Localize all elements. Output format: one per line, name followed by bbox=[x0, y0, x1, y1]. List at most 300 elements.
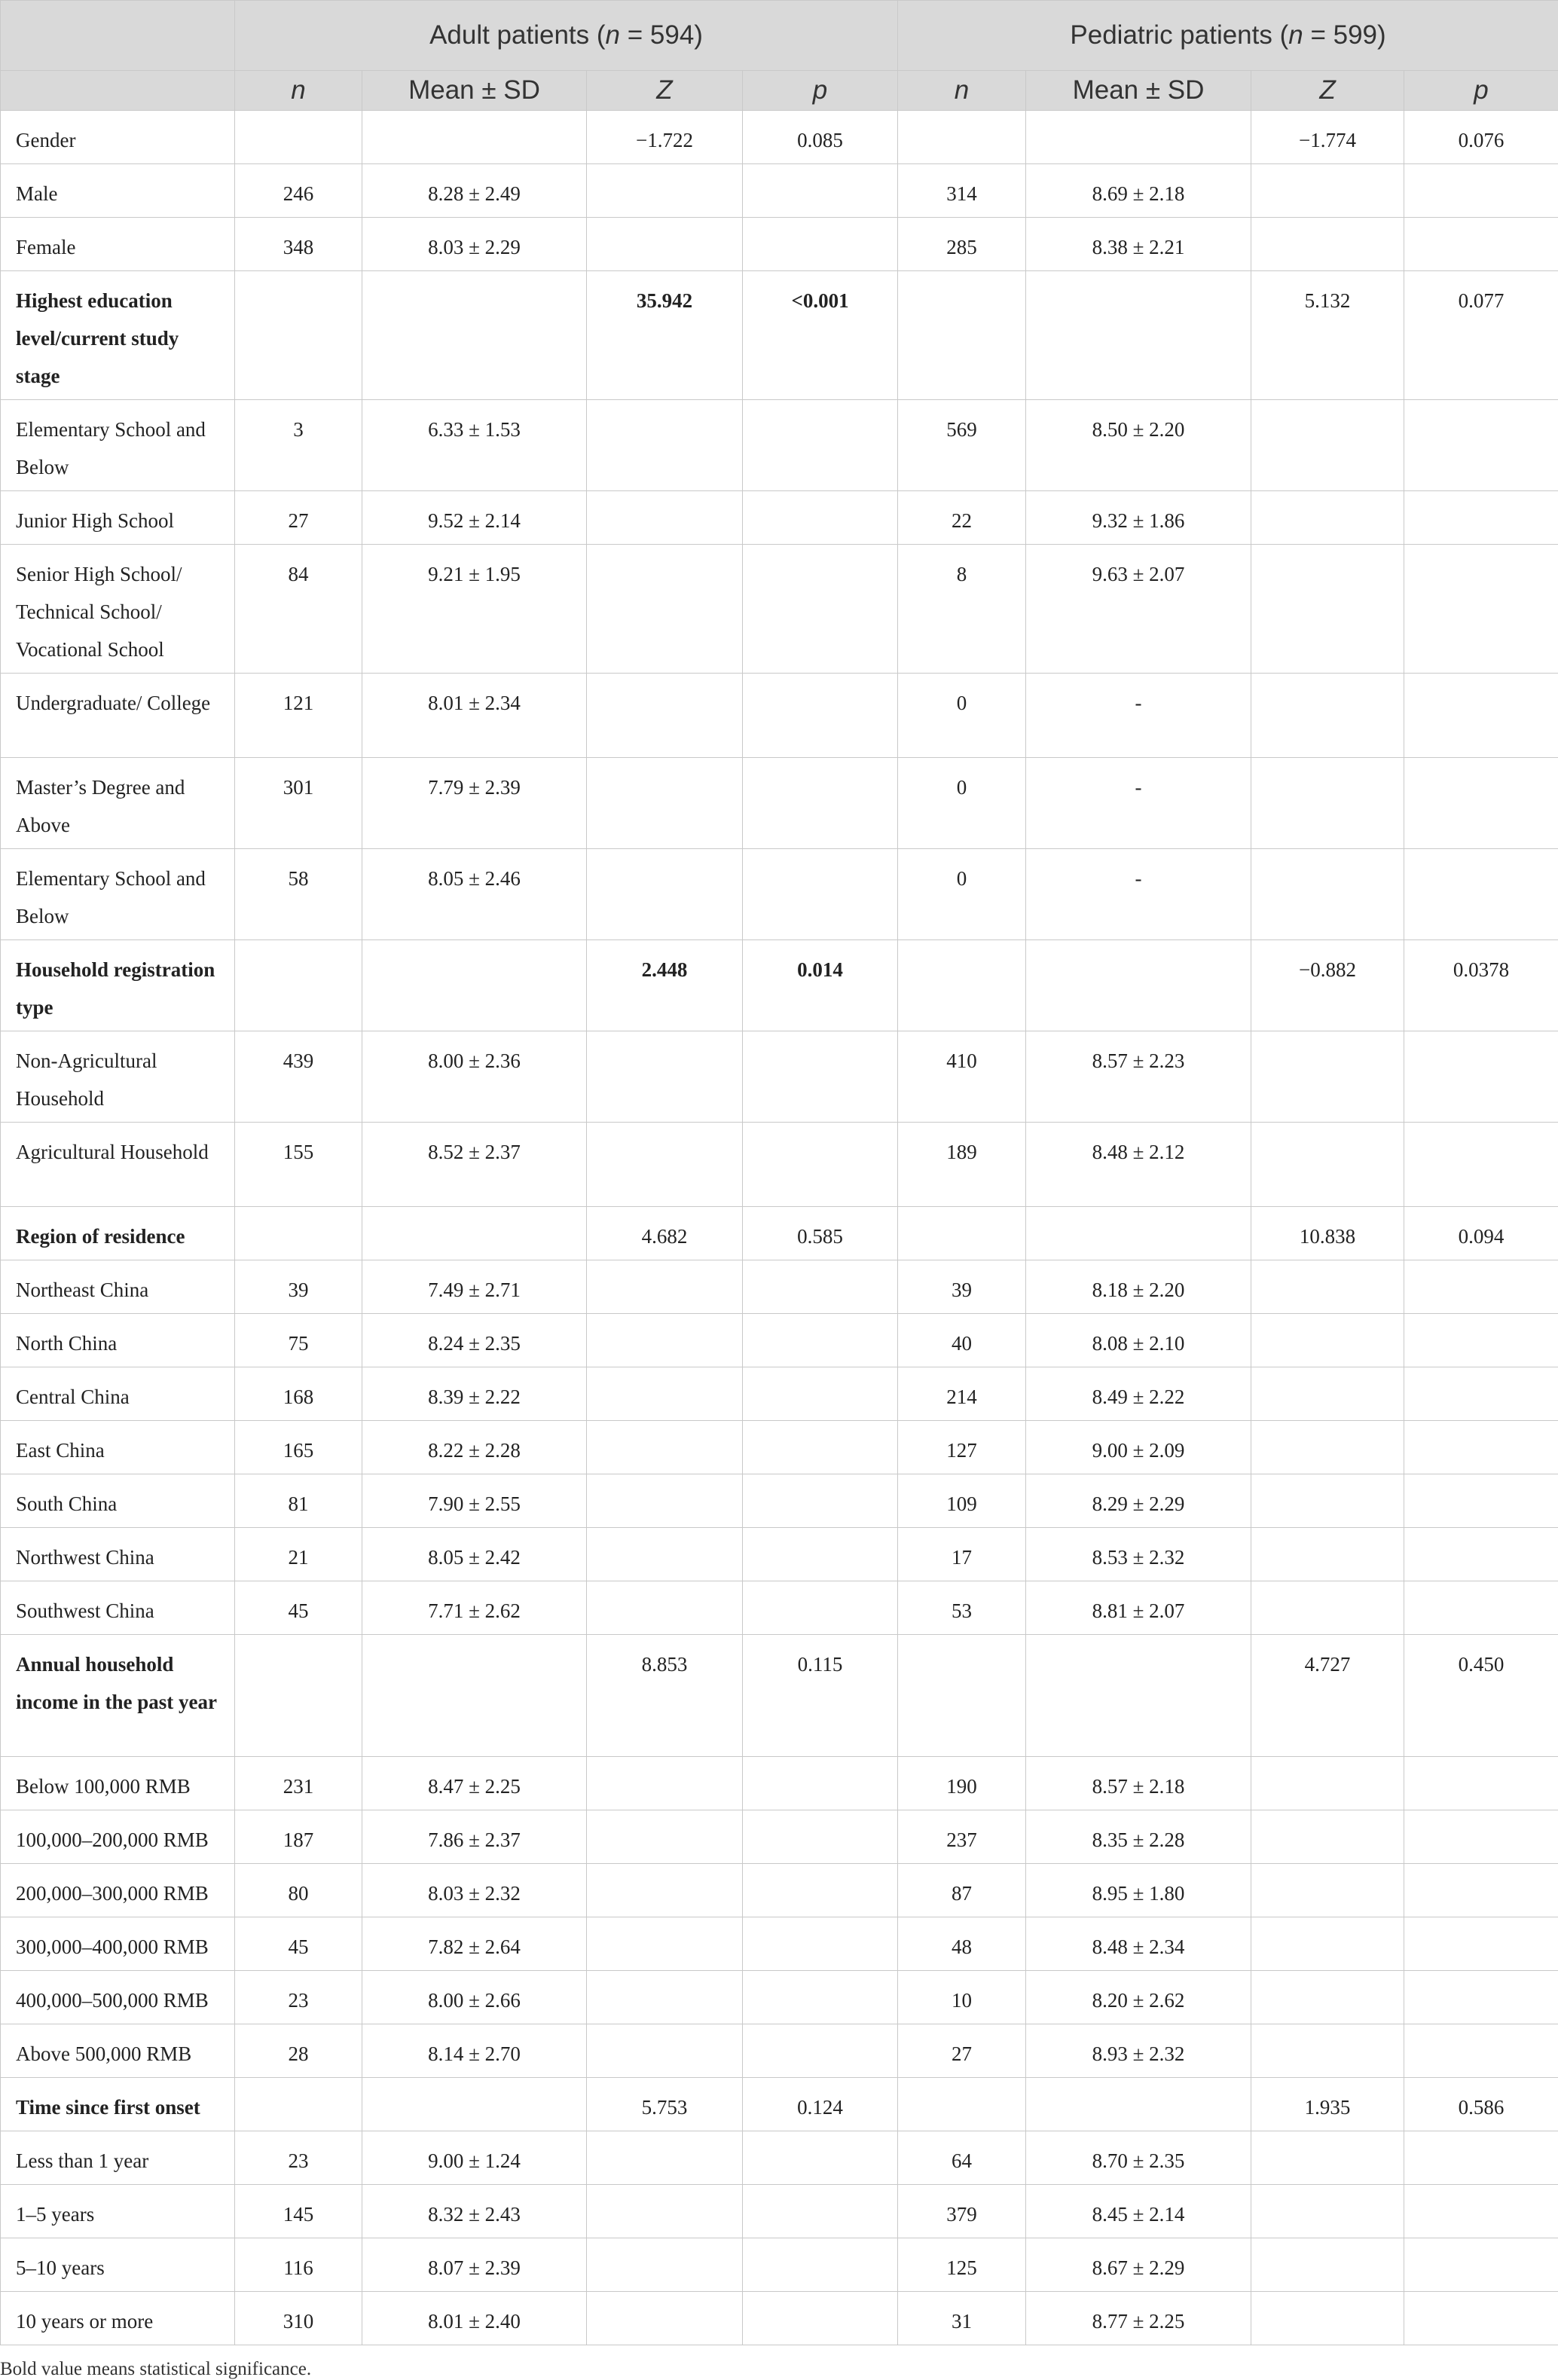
cell-pediatric-mean-sd: - bbox=[1026, 674, 1251, 758]
cell-pediatric-n: 17 bbox=[898, 1528, 1026, 1581]
cell-adult-z bbox=[587, 1757, 743, 1810]
cell-adult-p bbox=[743, 1864, 898, 1917]
table-row bbox=[1, 400, 1558, 491]
cell-adult-mean-sd: 8.28 ± 2.49 bbox=[362, 164, 587, 218]
cell-pediatric-mean-sd: 8.49 ± 2.22 bbox=[1026, 1367, 1251, 1421]
cell-adult-p bbox=[743, 1260, 898, 1314]
cell-adult-p bbox=[743, 2238, 898, 2292]
cell-adult-n: 145 bbox=[235, 2185, 362, 2238]
cell-pediatric-n: 87 bbox=[898, 1864, 1026, 1917]
cell-adult-mean-sd: 6.33 ± 1.53 bbox=[362, 400, 587, 491]
cell-pediatric-z bbox=[1251, 545, 1404, 674]
row-label: South China bbox=[1, 1474, 235, 1528]
cell-pediatric-mean-sd: - bbox=[1026, 849, 1251, 940]
group-header-pediatric: Pediatric patients (n = 599) bbox=[898, 1, 1558, 71]
cell-adult-mean-sd: 8.05 ± 2.46 bbox=[362, 849, 587, 940]
cell-adult-p bbox=[743, 1528, 898, 1581]
cell-adult-z: 8.853 bbox=[587, 1635, 743, 1757]
cell-adult-n: 23 bbox=[235, 1971, 362, 2024]
cell-adult-z bbox=[587, 218, 743, 271]
cell-pediatric-z bbox=[1251, 758, 1404, 849]
cell-adult-z bbox=[587, 1123, 743, 1207]
cell-adult-mean-sd: 8.05 ± 2.42 bbox=[362, 1528, 587, 1581]
cell-pediatric-z bbox=[1251, 1581, 1404, 1635]
cell-adult-p bbox=[743, 545, 898, 674]
section-row bbox=[1, 2078, 1558, 2131]
cell-adult-n bbox=[235, 1207, 362, 1260]
cell-adult-z bbox=[587, 1810, 743, 1864]
cell-pediatric-mean-sd: 8.35 ± 2.28 bbox=[1026, 1810, 1251, 1864]
cell-adult-n: 439 bbox=[235, 1031, 362, 1123]
cell-adult-mean-sd: 8.01 ± 2.34 bbox=[362, 674, 587, 758]
row-label: 400,000–500,000 RMB bbox=[1, 1971, 235, 2024]
cell-pediatric-n: 214 bbox=[898, 1367, 1026, 1421]
cell-pediatric-z bbox=[1251, 1260, 1404, 1314]
table-row bbox=[1, 2024, 1558, 2078]
cell-pediatric-mean-sd: - bbox=[1026, 758, 1251, 849]
cell-pediatric-z: 1.935 bbox=[1251, 2078, 1404, 2131]
cell-adult-n: 116 bbox=[235, 2238, 362, 2292]
cell-pediatric-n: 314 bbox=[898, 164, 1026, 218]
cell-adult-z bbox=[587, 545, 743, 674]
cell-pediatric-z bbox=[1251, 2238, 1404, 2292]
cell-pediatric-n bbox=[898, 1207, 1026, 1260]
cell-adult-n: 165 bbox=[235, 1421, 362, 1474]
cell-pediatric-n: 410 bbox=[898, 1031, 1026, 1123]
row-label: North China bbox=[1, 1314, 235, 1367]
cell-pediatric-z bbox=[1251, 1528, 1404, 1581]
cell-adult-z bbox=[587, 491, 743, 545]
cell-pediatric-z bbox=[1251, 849, 1404, 940]
table-row bbox=[1, 1474, 1558, 1528]
cell-adult-mean-sd: 7.79 ± 2.39 bbox=[362, 758, 587, 849]
cell-adult-z bbox=[587, 758, 743, 849]
cell-pediatric-p bbox=[1404, 1367, 1558, 1421]
cell-adult-mean-sd: 8.22 ± 2.28 bbox=[362, 1421, 587, 1474]
cell-pediatric-z bbox=[1251, 1421, 1404, 1474]
table-body bbox=[1, 111, 1558, 2345]
cell-pediatric-p bbox=[1404, 2292, 1558, 2345]
table-row bbox=[1, 1528, 1558, 1581]
row-label: Highest education level/current study stage bbox=[1, 271, 235, 400]
table-row bbox=[1, 164, 1558, 218]
cell-pediatric-n: 237 bbox=[898, 1810, 1026, 1864]
cell-adult-p bbox=[743, 164, 898, 218]
cell-pediatric-z bbox=[1251, 1917, 1404, 1971]
cell-adult-z: −1.722 bbox=[587, 111, 743, 164]
cell-adult-mean-sd: 8.03 ± 2.32 bbox=[362, 1864, 587, 1917]
col-header-pediatric-p: p bbox=[1404, 71, 1558, 111]
row-label: Southwest China bbox=[1, 1581, 235, 1635]
cell-pediatric-p bbox=[1404, 1528, 1558, 1581]
row-label: Senior High School/ Technical School/ Vocational School bbox=[1, 545, 235, 674]
row-label: Elementary School and Below bbox=[1, 400, 235, 491]
cell-pediatric-p bbox=[1404, 1971, 1558, 2024]
cell-pediatric-mean-sd bbox=[1026, 2078, 1251, 2131]
cell-pediatric-n: 8 bbox=[898, 545, 1026, 674]
cell-adult-n: 80 bbox=[235, 1864, 362, 1917]
col-header-pediatric-mean-sd: Mean ± SD bbox=[1026, 71, 1251, 111]
cell-adult-p bbox=[743, 1757, 898, 1810]
cell-pediatric-mean-sd: 8.45 ± 2.14 bbox=[1026, 2185, 1251, 2238]
cell-adult-z bbox=[587, 849, 743, 940]
cell-pediatric-z bbox=[1251, 1367, 1404, 1421]
cell-pediatric-n bbox=[898, 1635, 1026, 1757]
cell-adult-p bbox=[743, 674, 898, 758]
cell-pediatric-n: 22 bbox=[898, 491, 1026, 545]
cell-pediatric-p bbox=[1404, 2131, 1558, 2185]
cell-adult-mean-sd: 8.14 ± 2.70 bbox=[362, 2024, 587, 2078]
cell-pediatric-z bbox=[1251, 2292, 1404, 2345]
cell-adult-z bbox=[587, 1528, 743, 1581]
cell-pediatric-z bbox=[1251, 2131, 1404, 2185]
cell-adult-n: 155 bbox=[235, 1123, 362, 1207]
cell-pediatric-z bbox=[1251, 1864, 1404, 1917]
cell-adult-n: 58 bbox=[235, 849, 362, 940]
cell-pediatric-n: 0 bbox=[898, 758, 1026, 849]
cell-pediatric-n: 27 bbox=[898, 2024, 1026, 2078]
row-label: Male bbox=[1, 164, 235, 218]
cell-adult-p bbox=[743, 1917, 898, 1971]
table-row bbox=[1, 1123, 1558, 1207]
row-label: 300,000–400,000 RMB bbox=[1, 1917, 235, 1971]
cell-pediatric-p bbox=[1404, 2185, 1558, 2238]
cell-adult-z bbox=[587, 1260, 743, 1314]
cell-adult-n: 28 bbox=[235, 2024, 362, 2078]
corner-cell-2 bbox=[1, 71, 235, 111]
cell-pediatric-n: 0 bbox=[898, 674, 1026, 758]
cell-pediatric-mean-sd: 8.48 ± 2.12 bbox=[1026, 1123, 1251, 1207]
cell-adult-n: 3 bbox=[235, 400, 362, 491]
cell-pediatric-mean-sd: 8.08 ± 2.10 bbox=[1026, 1314, 1251, 1367]
cell-adult-n: 168 bbox=[235, 1367, 362, 1421]
row-label: Household registration type bbox=[1, 940, 235, 1031]
row-label: East China bbox=[1, 1421, 235, 1474]
table-row bbox=[1, 1260, 1558, 1314]
cell-pediatric-z bbox=[1251, 1031, 1404, 1123]
cell-adult-n: 231 bbox=[235, 1757, 362, 1810]
cell-pediatric-p bbox=[1404, 1757, 1558, 1810]
table-row bbox=[1, 2292, 1558, 2345]
cell-adult-n: 27 bbox=[235, 491, 362, 545]
cell-adult-p bbox=[743, 1971, 898, 2024]
cell-adult-z bbox=[587, 2292, 743, 2345]
cell-adult-mean-sd bbox=[362, 1635, 587, 1757]
cell-pediatric-z bbox=[1251, 2024, 1404, 2078]
cell-pediatric-n: 109 bbox=[898, 1474, 1026, 1528]
cell-pediatric-n: 31 bbox=[898, 2292, 1026, 2345]
col-header-adult-n: n bbox=[235, 71, 362, 111]
cell-pediatric-z bbox=[1251, 1810, 1404, 1864]
cell-adult-p: <0.001 bbox=[743, 271, 898, 400]
cell-pediatric-mean-sd bbox=[1026, 940, 1251, 1031]
cell-pediatric-mean-sd: 9.00 ± 2.09 bbox=[1026, 1421, 1251, 1474]
cell-adult-n: 75 bbox=[235, 1314, 362, 1367]
cell-adult-mean-sd bbox=[362, 1207, 587, 1260]
cell-adult-z bbox=[587, 1864, 743, 1917]
cell-pediatric-mean-sd: 8.77 ± 2.25 bbox=[1026, 2292, 1251, 2345]
cell-pediatric-n bbox=[898, 271, 1026, 400]
cell-pediatric-z bbox=[1251, 674, 1404, 758]
cell-adult-z bbox=[587, 400, 743, 491]
cell-adult-n: 23 bbox=[235, 2131, 362, 2185]
table-row bbox=[1, 1367, 1558, 1421]
section-row bbox=[1, 1207, 1558, 1260]
cell-pediatric-p bbox=[1404, 1123, 1558, 1207]
table-row bbox=[1, 2238, 1558, 2292]
cell-adult-z bbox=[587, 1474, 743, 1528]
cell-adult-mean-sd: 9.52 ± 2.14 bbox=[362, 491, 587, 545]
row-label: Less than 1 year bbox=[1, 2131, 235, 2185]
cell-adult-n: 84 bbox=[235, 545, 362, 674]
cell-adult-n bbox=[235, 271, 362, 400]
row-label: 10 years or more bbox=[1, 2292, 235, 2345]
cell-pediatric-z bbox=[1251, 1314, 1404, 1367]
cell-adult-n: 310 bbox=[235, 2292, 362, 2345]
cell-adult-mean-sd bbox=[362, 271, 587, 400]
cell-adult-mean-sd: 9.21 ± 1.95 bbox=[362, 545, 587, 674]
cell-pediatric-z bbox=[1251, 491, 1404, 545]
cell-pediatric-mean-sd: 8.20 ± 2.62 bbox=[1026, 1971, 1251, 2024]
cell-pediatric-n: 39 bbox=[898, 1260, 1026, 1314]
cell-pediatric-p bbox=[1404, 849, 1558, 940]
cell-pediatric-z bbox=[1251, 164, 1404, 218]
cell-adult-n: 45 bbox=[235, 1581, 362, 1635]
table-row bbox=[1, 2131, 1558, 2185]
cell-adult-n: 81 bbox=[235, 1474, 362, 1528]
col-header-pediatric-n: n bbox=[898, 71, 1026, 111]
cell-pediatric-mean-sd: 8.57 ± 2.18 bbox=[1026, 1757, 1251, 1810]
table-row bbox=[1, 1917, 1558, 1971]
cell-adult-mean-sd: 8.03 ± 2.29 bbox=[362, 218, 587, 271]
cell-pediatric-n: 189 bbox=[898, 1123, 1026, 1207]
cell-pediatric-n: 53 bbox=[898, 1581, 1026, 1635]
cell-pediatric-n: 127 bbox=[898, 1421, 1026, 1474]
cell-pediatric-p bbox=[1404, 164, 1558, 218]
cell-pediatric-p bbox=[1404, 1474, 1558, 1528]
cell-pediatric-mean-sd: 8.18 ± 2.20 bbox=[1026, 1260, 1251, 1314]
cell-adult-p: 0.085 bbox=[743, 111, 898, 164]
row-label: Above 500,000 RMB bbox=[1, 2024, 235, 2078]
cell-adult-n bbox=[235, 2078, 362, 2131]
cell-pediatric-mean-sd: 8.48 ± 2.34 bbox=[1026, 1917, 1251, 1971]
row-label: Annual household income in the past year bbox=[1, 1635, 235, 1757]
cell-adult-n: 39 bbox=[235, 1260, 362, 1314]
cell-pediatric-n bbox=[898, 111, 1026, 164]
row-label: Time since first onset bbox=[1, 2078, 235, 2131]
cell-adult-z bbox=[587, 674, 743, 758]
cell-pediatric-z: 5.132 bbox=[1251, 271, 1404, 400]
cell-pediatric-p bbox=[1404, 218, 1558, 271]
table-row bbox=[1, 1971, 1558, 2024]
cell-pediatric-p bbox=[1404, 1864, 1558, 1917]
cell-pediatric-p bbox=[1404, 1260, 1558, 1314]
cell-pediatric-mean-sd: 9.63 ± 2.07 bbox=[1026, 545, 1251, 674]
cell-pediatric-z bbox=[1251, 1123, 1404, 1207]
cell-pediatric-n bbox=[898, 2078, 1026, 2131]
cell-adult-n: 348 bbox=[235, 218, 362, 271]
table-row bbox=[1, 545, 1558, 674]
cell-adult-p bbox=[743, 2131, 898, 2185]
cell-pediatric-p bbox=[1404, 491, 1558, 545]
cell-pediatric-n: 0 bbox=[898, 849, 1026, 940]
cell-pediatric-mean-sd bbox=[1026, 111, 1251, 164]
table-row bbox=[1, 674, 1558, 758]
table-row bbox=[1, 1581, 1558, 1635]
cell-pediatric-n: 285 bbox=[898, 218, 1026, 271]
cell-adult-z bbox=[587, 1971, 743, 2024]
cell-pediatric-n: 40 bbox=[898, 1314, 1026, 1367]
row-label: Elementary School and Below bbox=[1, 849, 235, 940]
cell-adult-n: 121 bbox=[235, 674, 362, 758]
cell-pediatric-p bbox=[1404, 1421, 1558, 1474]
cell-adult-mean-sd bbox=[362, 940, 587, 1031]
cell-adult-p bbox=[743, 758, 898, 849]
cell-pediatric-n: 190 bbox=[898, 1757, 1026, 1810]
cell-pediatric-mean-sd: 8.69 ± 2.18 bbox=[1026, 164, 1251, 218]
cell-pediatric-p bbox=[1404, 2238, 1558, 2292]
cell-adult-z bbox=[587, 1314, 743, 1367]
cell-adult-z: 5.753 bbox=[587, 2078, 743, 2131]
cell-adult-p bbox=[743, 1810, 898, 1864]
cell-adult-n bbox=[235, 940, 362, 1031]
cell-pediatric-p bbox=[1404, 1314, 1558, 1367]
cell-pediatric-mean-sd: 8.70 ± 2.35 bbox=[1026, 2131, 1251, 2185]
section-row bbox=[1, 271, 1558, 400]
cell-adult-mean-sd: 7.86 ± 2.37 bbox=[362, 1810, 587, 1864]
cell-adult-mean-sd: 7.82 ± 2.64 bbox=[362, 1917, 587, 1971]
row-label: Region of residence bbox=[1, 1207, 235, 1260]
cell-adult-z: 2.448 bbox=[587, 940, 743, 1031]
table-row bbox=[1, 849, 1558, 940]
cell-pediatric-z bbox=[1251, 2185, 1404, 2238]
cell-adult-n: 21 bbox=[235, 1528, 362, 1581]
cell-adult-z: 4.682 bbox=[587, 1207, 743, 1260]
row-label: Master’s Degree and Above bbox=[1, 758, 235, 849]
column-header-row bbox=[1, 71, 1558, 111]
cell-adult-z bbox=[587, 1421, 743, 1474]
cell-adult-p bbox=[743, 491, 898, 545]
cell-adult-p bbox=[743, 1367, 898, 1421]
section-row bbox=[1, 940, 1558, 1031]
col-header-pediatric-z: Z bbox=[1251, 71, 1404, 111]
col-header-adult-p: p bbox=[743, 71, 898, 111]
cell-adult-z bbox=[587, 2238, 743, 2292]
cell-pediatric-p: 0.0378 bbox=[1404, 940, 1558, 1031]
cell-adult-n: 187 bbox=[235, 1810, 362, 1864]
row-label: Undergraduate/ College bbox=[1, 674, 235, 758]
cell-adult-z bbox=[587, 1367, 743, 1421]
cell-pediatric-mean-sd: 8.38 ± 2.21 bbox=[1026, 218, 1251, 271]
cell-pediatric-mean-sd: 8.95 ± 1.80 bbox=[1026, 1864, 1251, 1917]
table-row bbox=[1, 218, 1558, 271]
cell-pediatric-n bbox=[898, 940, 1026, 1031]
cell-adult-n bbox=[235, 1635, 362, 1757]
cell-adult-z bbox=[587, 164, 743, 218]
table-row bbox=[1, 2185, 1558, 2238]
cell-pediatric-mean-sd bbox=[1026, 1207, 1251, 1260]
cell-pediatric-z bbox=[1251, 1757, 1404, 1810]
cell-pediatric-n: 48 bbox=[898, 1917, 1026, 1971]
row-label: Northwest China bbox=[1, 1528, 235, 1581]
cell-adult-z bbox=[587, 1581, 743, 1635]
cell-pediatric-p: 0.077 bbox=[1404, 271, 1558, 400]
table-row bbox=[1, 1864, 1558, 1917]
cell-adult-mean-sd: 8.32 ± 2.43 bbox=[362, 2185, 587, 2238]
cell-pediatric-p bbox=[1404, 1810, 1558, 1864]
cell-adult-mean-sd: 7.71 ± 2.62 bbox=[362, 1581, 587, 1635]
cell-adult-p: 0.115 bbox=[743, 1635, 898, 1757]
cell-pediatric-mean-sd: 8.53 ± 2.32 bbox=[1026, 1528, 1251, 1581]
cell-adult-p bbox=[743, 2292, 898, 2345]
cell-pediatric-mean-sd: 8.29 ± 2.29 bbox=[1026, 1474, 1251, 1528]
row-label: 200,000–300,000 RMB bbox=[1, 1864, 235, 1917]
row-label: Junior High School bbox=[1, 491, 235, 545]
cell-pediatric-p bbox=[1404, 1581, 1558, 1635]
cell-adult-p bbox=[743, 1421, 898, 1474]
cell-pediatric-z: −1.774 bbox=[1251, 111, 1404, 164]
cell-pediatric-p bbox=[1404, 400, 1558, 491]
cell-adult-mean-sd: 8.07 ± 2.39 bbox=[362, 2238, 587, 2292]
cell-pediatric-z bbox=[1251, 1971, 1404, 2024]
group-header-row bbox=[1, 1, 1558, 71]
cell-pediatric-mean-sd bbox=[1026, 271, 1251, 400]
cell-adult-mean-sd: 9.00 ± 1.24 bbox=[362, 2131, 587, 2185]
table-row bbox=[1, 1421, 1558, 1474]
row-label: 100,000–200,000 RMB bbox=[1, 1810, 235, 1864]
cell-adult-z bbox=[587, 2024, 743, 2078]
table-row bbox=[1, 491, 1558, 545]
cell-adult-p bbox=[743, 1031, 898, 1123]
cell-adult-p bbox=[743, 400, 898, 491]
cell-pediatric-z bbox=[1251, 1474, 1404, 1528]
row-label: Agricultural Household bbox=[1, 1123, 235, 1207]
cell-adult-mean-sd bbox=[362, 111, 587, 164]
row-label: Gender bbox=[1, 111, 235, 164]
cell-adult-mean-sd bbox=[362, 2078, 587, 2131]
cell-pediatric-p bbox=[1404, 545, 1558, 674]
row-label: 5–10 years bbox=[1, 2238, 235, 2292]
cell-pediatric-p: 0.094 bbox=[1404, 1207, 1558, 1260]
table-row bbox=[1, 758, 1558, 849]
table-footnote: Bold value means statistical significance. bbox=[0, 2345, 1558, 2380]
cell-adult-mean-sd: 8.39 ± 2.22 bbox=[362, 1367, 587, 1421]
cell-pediatric-mean-sd: 8.57 ± 2.23 bbox=[1026, 1031, 1251, 1123]
cell-pediatric-p bbox=[1404, 1917, 1558, 1971]
cell-adult-n: 301 bbox=[235, 758, 362, 849]
cell-pediatric-n: 379 bbox=[898, 2185, 1026, 2238]
cell-adult-mean-sd: 8.00 ± 2.66 bbox=[362, 1971, 587, 2024]
cell-adult-mean-sd: 7.49 ± 2.71 bbox=[362, 1260, 587, 1314]
table-row bbox=[1, 1314, 1558, 1367]
cell-adult-p bbox=[743, 1474, 898, 1528]
row-label: Central China bbox=[1, 1367, 235, 1421]
cell-adult-mean-sd: 8.47 ± 2.25 bbox=[362, 1757, 587, 1810]
cell-pediatric-p bbox=[1404, 1031, 1558, 1123]
cell-pediatric-p: 0.450 bbox=[1404, 1635, 1558, 1757]
cell-adult-mean-sd: 8.24 ± 2.35 bbox=[362, 1314, 587, 1367]
cell-adult-p bbox=[743, 1314, 898, 1367]
cell-pediatric-z: −0.882 bbox=[1251, 940, 1404, 1031]
cell-adult-p: 0.585 bbox=[743, 1207, 898, 1260]
cell-pediatric-z: 4.727 bbox=[1251, 1635, 1404, 1757]
cell-adult-mean-sd: 8.52 ± 2.37 bbox=[362, 1123, 587, 1207]
cell-pediatric-mean-sd: 8.67 ± 2.29 bbox=[1026, 2238, 1251, 2292]
cell-pediatric-z bbox=[1251, 400, 1404, 491]
table-row bbox=[1, 1031, 1558, 1123]
col-header-adult-mean-sd: Mean ± SD bbox=[362, 71, 587, 111]
cell-pediatric-p: 0.076 bbox=[1404, 111, 1558, 164]
